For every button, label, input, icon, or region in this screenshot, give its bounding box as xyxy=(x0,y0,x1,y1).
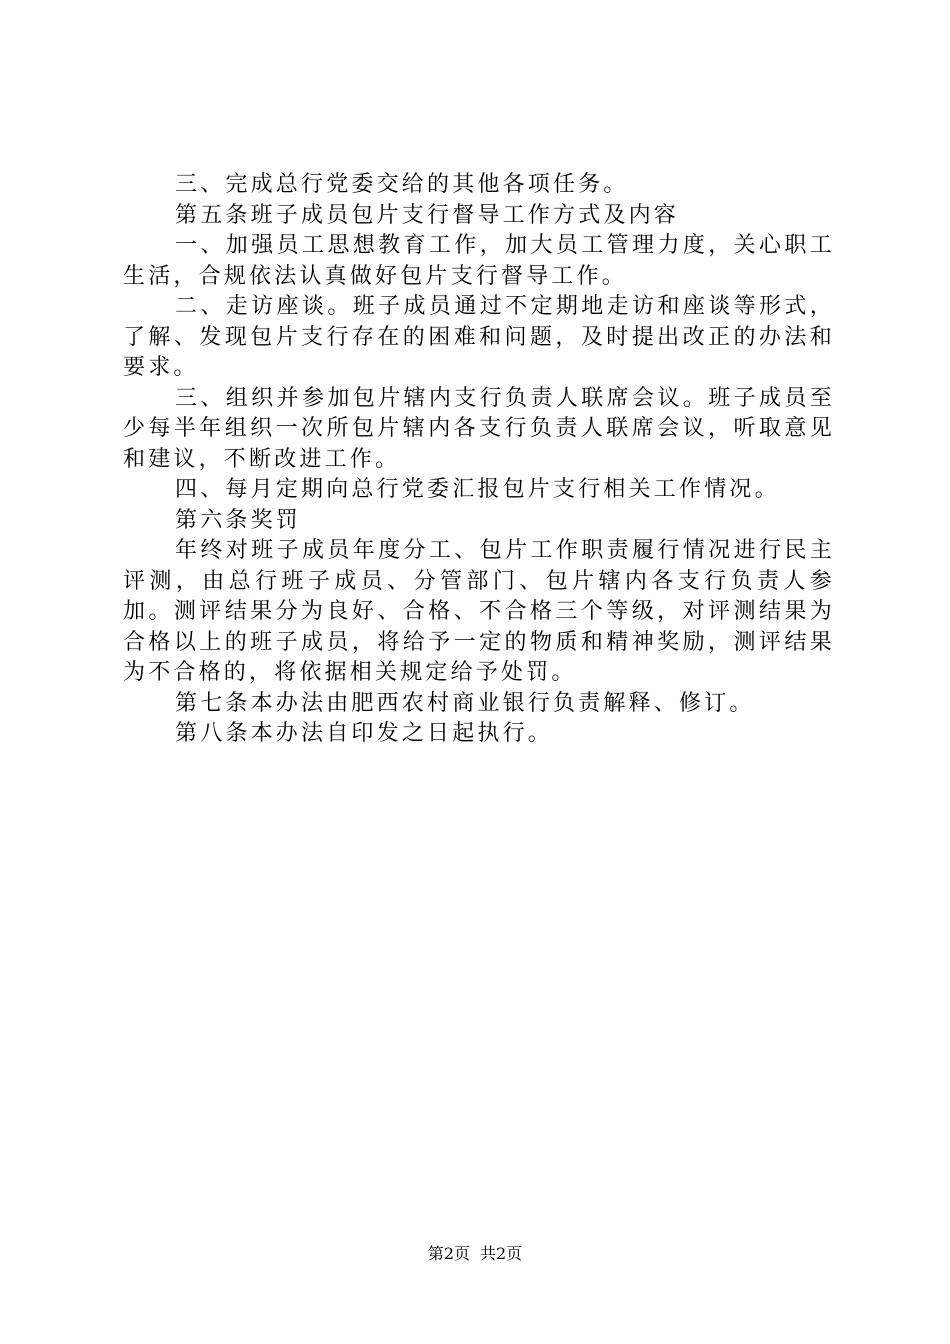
page-total: 共2页 xyxy=(480,1244,523,1263)
paragraph: 第七条本办法由肥西农村商业银行负责解释、修订。 xyxy=(175,690,755,716)
section-heading: 第六条奖罚 xyxy=(175,507,302,533)
document-body xyxy=(123,170,835,750)
page-number: 第2页 xyxy=(427,1244,470,1263)
paragraph: 三、完成总行党委交给的其他各项任务。 xyxy=(175,172,629,197)
paragraph: 三、组织并参加包片辖内支行负责人联席会议。班子成员至少每半年组织一次所包片辖内各支行负责人联席会议，听取意见和建议，不断改进工作。 xyxy=(123,385,835,472)
paragraph: 一、加强员工思想教育工作，加大员工管理力度，关心职工生活，合规依法认真做好包片支行督导工作。 xyxy=(123,233,835,289)
section-heading: 第五条班子成员包片支行督导工作方式及内容 xyxy=(175,202,680,228)
paragraph: 四、每月定期向总行党委汇报包片支行相关工作情况。 xyxy=(175,477,780,502)
page-footer xyxy=(0,1243,950,1265)
paragraph: 年终对班子成员年度分工、包片工作职责履行情况进行民主评测，由总行班子成员、分管部门、包片辖内各支行负责人参加。测评结果分为良好、合格、不合格三个等级，对评测结果为合格以上的班子成员，将给予一定的物质和精神奖励，测评结果为不合格的，将依据相关规定给予处罚。 xyxy=(123,538,835,685)
paragraph: 第八条本办法自印发之日起执行。 xyxy=(175,721,554,746)
paragraph: 二、走访座谈。班子成员通过不定期地走访和座谈等形式，了解、发现包片支行存在的困难和问题，及时提出改正的办法和要求。 xyxy=(123,294,835,380)
